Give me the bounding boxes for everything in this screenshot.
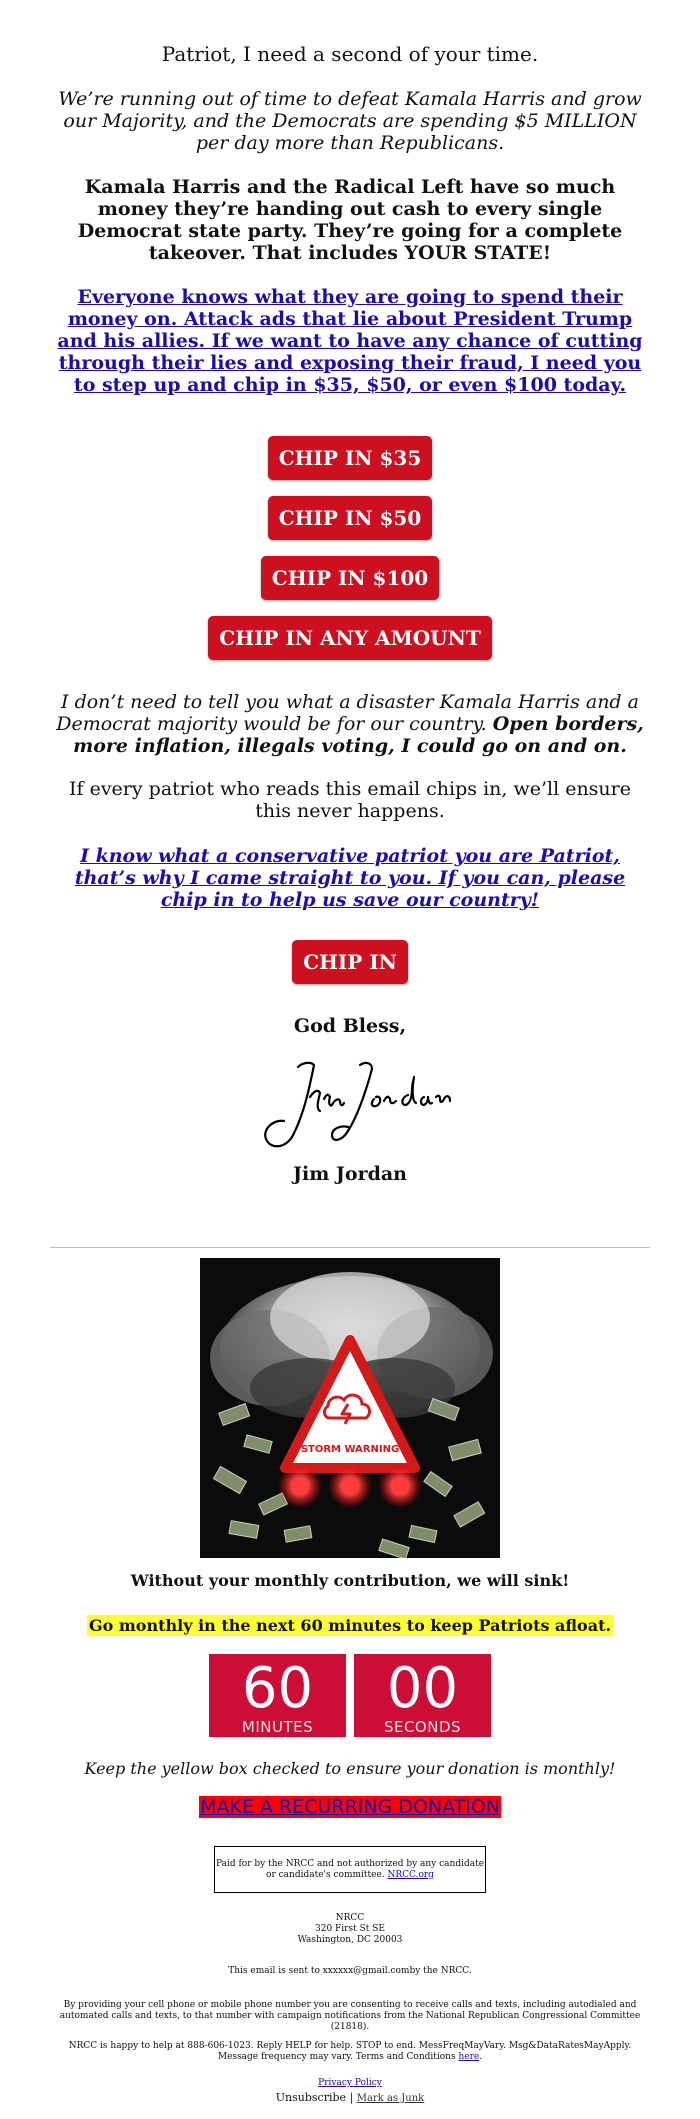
timer-minutes-box <box>209 1654 346 1737</box>
sent-to-notice: This email is sent to xxxxxx@gmail.comby the NRCC. <box>228 1966 472 1976</box>
storm-warning-icon <box>200 1258 500 1558</box>
chip-in-100-button[interactable]: CHIP IN $100 <box>261 556 439 600</box>
recurring-row <box>50 1796 650 1818</box>
privacy-row <box>50 2078 650 2089</box>
address-street: 320 First St SE <box>315 1924 385 1934</box>
chip-35-row <box>50 436 650 480</box>
section-divider <box>50 1247 650 1248</box>
timer-minutes-label: MINUTES <box>241 1718 314 1736</box>
patriot-link-paragraph <box>50 845 650 911</box>
greeting-text: Patriot, I need a second of your time. <box>161 42 539 66</box>
terms-link[interactable]: here <box>458 2052 480 2062</box>
signature-image <box>50 1045 650 1155</box>
red-lights <box>278 1464 422 1508</box>
storm-warning-label: STORM WARNING <box>300 1444 400 1455</box>
monthly-highlight <box>50 1616 650 1635</box>
disaster-paragraph <box>50 691 650 757</box>
donate-link-paragraph <box>50 286 650 396</box>
patriot-link[interactable]: I know what a conservative patriot you are Patriot, that’s why I came straight to you. If you can, please chip in to help us save our country! <box>74 845 626 911</box>
storm-warning-image-link[interactable] <box>50 1258 650 1558</box>
address-city: Washington, DC 20003 <box>297 1935 403 1945</box>
unsubscribe-row <box>50 2091 650 2105</box>
address-org: NRCC <box>335 1913 365 1923</box>
unsubscribe-link[interactable]: Unsubscribe <box>275 2091 347 2104</box>
sink-message: Without your monthly contribution, we will sink! <box>130 1571 570 1590</box>
chip-in-button[interactable]: CHIP IN <box>292 940 408 984</box>
chip-in-50-button[interactable]: CHIP IN $50 <box>268 496 433 540</box>
nrcc-link[interactable]: NRCC.org <box>387 1870 434 1880</box>
signature-icon <box>240 1045 460 1155</box>
link-separator: | <box>349 2091 354 2104</box>
chip-in-35-button[interactable]: CHIP IN $35 <box>268 436 433 480</box>
chip-100-row <box>50 556 650 600</box>
mailing-address <box>50 1913 650 1946</box>
intro-paragraph: We’re running out of time to defeat Kamala Harris and grow our Majority, and the Democrats are spending $5 MILLION per day more than Republicans. <box>58 88 642 154</box>
recurring-donation-button[interactable]: MAKE A RECURRING DONATION <box>200 1796 500 1818</box>
timer-seconds-label: SECONDS <box>383 1718 462 1736</box>
keep-checked-note: Keep the yellow box checked to ensure your donation is monthly! <box>84 1759 616 1778</box>
donate-link[interactable]: Everyone knows what they are going to spend their money on. Attack ads that lie about President Trump and his allies. If we want to have any chance of cutting through their lies and exposing their fraud, I need you to step up and chip in $35, $50, or even $100 today. <box>57 286 643 396</box>
sms-consent-notice: By providing your cell phone or mobile phone number you are consenting to receive calls and texts, including autodialed and automated calls and texts, to that number with campaign notifications from the National Republican Congressional Committee (21818). <box>59 2000 641 2032</box>
takeover-paragraph: Kamala Harris and the Radical Left have so much money they’re handing out cash to every single Democrat state party. They’re going for a complete takeover. That includes YOUR STATE! <box>77 176 623 264</box>
help-notice: NRCC is happy to help at 888-606-1023. Reply HELP for help. STOP to end. MessFreqMayVary. Msg&DataRatesMayApply. Message frequency may vary. Terms and Conditions here. <box>68 2041 632 2062</box>
paid-for-box <box>214 1846 486 1893</box>
disaster-bold-text: Open borders, more inflation, illegals voting, I could go on and on. <box>73 713 644 757</box>
monthly-highlight-text: Go monthly in the next 60 minutes to keep Patriots afloat. <box>88 1616 612 1635</box>
email-body <box>50 0 650 1185</box>
paid-for-text: Paid for by the NRCC and not authorized by any candidate or candidate's committee. <box>215 1859 485 1880</box>
countdown-timer <box>209 1654 491 1737</box>
timer-seconds-value: 00 <box>386 1656 459 1721</box>
timer-minutes-value: 60 <box>241 1656 314 1721</box>
closing-text: God Bless, <box>293 1015 407 1037</box>
help-text: NRCC is happy to help at 888-606-1023. Reply HELP for help. STOP to end. MessFreqMayVary. Msg&DataRatesMayApply. Message frequency may vary. Terms and Conditions <box>68 2041 632 2062</box>
signer-name: Jim Jordan <box>292 1163 407 1185</box>
promo-section <box>50 1258 650 2105</box>
chip-row <box>50 940 650 984</box>
timer-seconds-box <box>354 1654 491 1737</box>
every-patriot-paragraph: If every patriot who reads this email chips in, we’ll ensure this never happens. <box>69 778 631 822</box>
chip-in-any-amount-button[interactable]: CHIP IN ANY AMOUNT <box>208 616 492 660</box>
mark-as-junk-link[interactable]: Mark as Junk <box>356 2093 425 2104</box>
chip-any-row <box>50 616 650 660</box>
privacy-policy-link[interactable]: Privacy Policy <box>318 2078 382 2088</box>
chip-50-row <box>50 496 650 540</box>
disaster-text: I don’t need to tell you what a disaster Kamala Harris and a Democrat majority would be for our country. <box>56 691 639 735</box>
